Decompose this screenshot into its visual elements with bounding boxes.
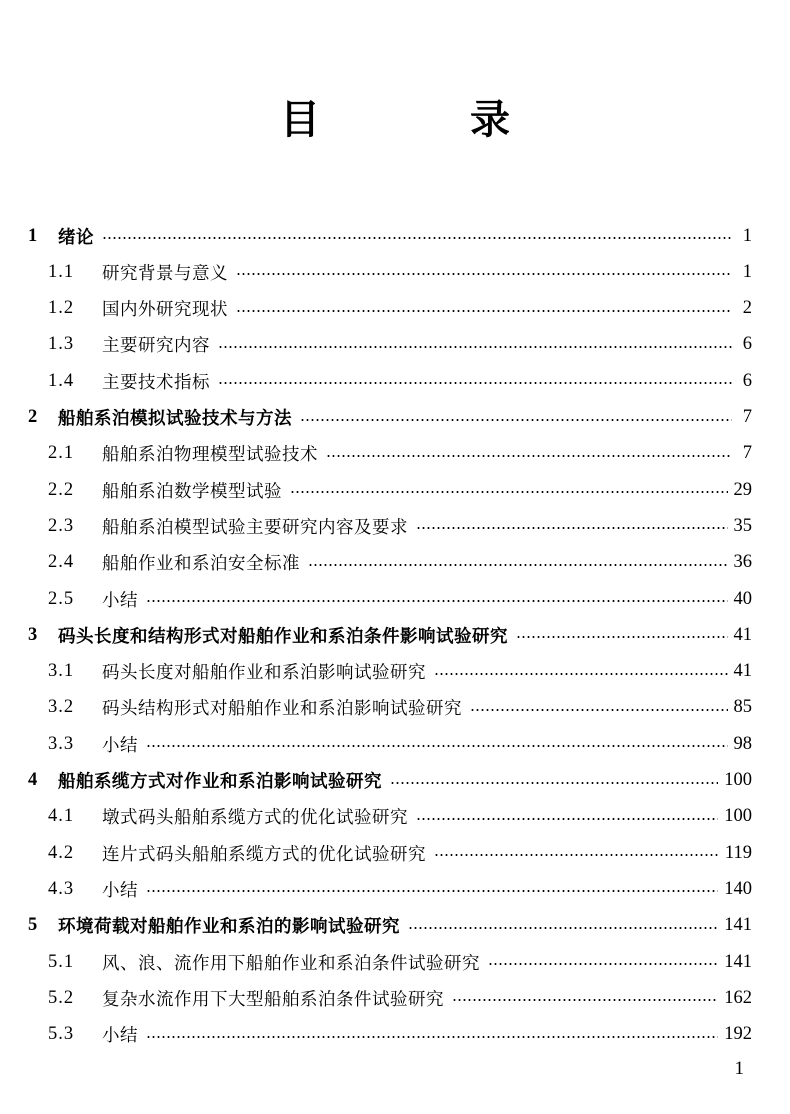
toc-section-entry[interactable] bbox=[48, 363, 752, 399]
entry-title: 小结 bbox=[102, 880, 138, 901]
dot-leader bbox=[488, 963, 718, 965]
dot-leader bbox=[408, 927, 718, 929]
entry-page-number: 6 bbox=[742, 370, 752, 391]
entry-title: 连片式码头船舶系缆方式的优化试验研究 bbox=[102, 844, 426, 865]
entry-number: 4 bbox=[28, 770, 38, 790]
entry-page-number: 41 bbox=[733, 624, 752, 645]
entry-title: 绪论 bbox=[58, 227, 94, 248]
dot-leader bbox=[236, 273, 732, 275]
entry-title: 码头长度对船舶作业和系泊影响试验研究 bbox=[102, 663, 426, 684]
entry-number: 1.4 bbox=[48, 370, 75, 391]
entry-page-number: 162 bbox=[724, 987, 752, 1008]
toc-section-entry[interactable] bbox=[48, 508, 752, 544]
dot-leader bbox=[326, 455, 732, 457]
dot-leader bbox=[434, 673, 728, 675]
entry-number: 3 bbox=[28, 624, 38, 645]
entry-number: 4.2 bbox=[48, 842, 75, 863]
entry-number: 2.5 bbox=[48, 588, 75, 609]
entry-number: 5.3 bbox=[48, 1024, 75, 1045]
toc-section-entry[interactable] bbox=[48, 871, 752, 907]
entry-number: 2.4 bbox=[48, 552, 75, 573]
toc-section-entry[interactable] bbox=[48, 581, 752, 617]
entry-number: 2.3 bbox=[48, 515, 75, 536]
entry-page-number: 100 bbox=[724, 770, 752, 790]
toc-section-entry[interactable] bbox=[48, 690, 752, 726]
entry-page-number: 192 bbox=[724, 1024, 752, 1045]
entry-page-number: 40 bbox=[733, 588, 752, 609]
toc-section-entry[interactable] bbox=[48, 254, 752, 290]
entry-title: 主要研究内容 bbox=[102, 336, 210, 357]
entry-title: 复杂水流作用下大型船舶系泊条件试验研究 bbox=[102, 989, 444, 1010]
entry-title: 主要技术指标 bbox=[102, 372, 210, 393]
entry-title: 小结 bbox=[102, 1026, 138, 1047]
entry-number: 2.1 bbox=[48, 443, 75, 464]
entry-title: 船舶系泊模拟试验技术与方法 bbox=[58, 409, 292, 429]
toc-section-entry[interactable] bbox=[48, 980, 752, 1016]
entry-number: 3.1 bbox=[48, 661, 75, 682]
dot-leader bbox=[416, 527, 728, 529]
dot-leader bbox=[236, 310, 732, 312]
entry-number: 1.3 bbox=[48, 334, 75, 355]
entry-title: 环境荷载对船舶作业和系泊的影响试验研究 bbox=[58, 917, 400, 938]
dot-leader bbox=[102, 237, 732, 239]
page-title: 目 录 bbox=[280, 97, 578, 143]
page-number: 1 bbox=[734, 1058, 744, 1079]
entry-title: 墩式码头船舶系缆方式的优化试验研究 bbox=[102, 808, 408, 829]
dot-leader bbox=[300, 419, 732, 421]
entry-number: 3.3 bbox=[48, 733, 75, 754]
entry-page-number: 41 bbox=[733, 661, 752, 682]
dot-leader bbox=[290, 491, 728, 493]
entry-number: 3.2 bbox=[48, 697, 75, 718]
toc-chapter-entry[interactable] bbox=[28, 218, 752, 254]
entry-title: 船舶系泊数学模型试验 bbox=[102, 481, 282, 502]
entry-number: 2 bbox=[28, 407, 38, 427]
entry-page-number: 141 bbox=[724, 951, 752, 972]
dot-leader bbox=[146, 600, 728, 602]
entry-number: 4.3 bbox=[48, 878, 75, 899]
entry-page-number: 7 bbox=[742, 407, 752, 427]
entry-number: 5.1 bbox=[48, 951, 75, 972]
entry-page-number: 1 bbox=[742, 225, 752, 246]
entry-title: 码头结构形式对船舶作业和系泊影响试验研究 bbox=[102, 699, 462, 720]
toc-section-entry[interactable] bbox=[48, 472, 752, 508]
toc-chapter-entry[interactable] bbox=[28, 617, 752, 653]
dot-leader bbox=[434, 854, 719, 856]
entry-page-number: 36 bbox=[733, 552, 752, 573]
dot-leader bbox=[218, 346, 732, 348]
entry-title: 研究背景与意义 bbox=[102, 263, 228, 284]
entry-page-number: 100 bbox=[724, 806, 752, 827]
dot-leader bbox=[516, 636, 728, 638]
entry-title: 小结 bbox=[102, 590, 138, 611]
toc-section-entry[interactable] bbox=[48, 1017, 752, 1053]
entry-page-number: 7 bbox=[742, 443, 752, 464]
entry-title: 船舶系泊模型试验主要研究内容及要求 bbox=[102, 517, 408, 538]
toc-section-entry[interactable] bbox=[48, 799, 752, 835]
entry-title: 船舶作业和系泊安全标准 bbox=[102, 554, 300, 575]
toc-chapter-entry[interactable] bbox=[28, 763, 752, 799]
entry-page-number: 35 bbox=[733, 515, 752, 536]
entry-title: 国内外研究现状 bbox=[102, 300, 228, 321]
entry-title: 船舶系缆方式对作业和系泊影响试验研究 bbox=[58, 772, 382, 792]
toc-section-entry[interactable] bbox=[48, 726, 752, 762]
entry-page-number: 2 bbox=[742, 298, 752, 319]
dot-leader bbox=[416, 818, 718, 820]
dot-leader bbox=[146, 890, 718, 892]
entry-page-number: 140 bbox=[724, 878, 752, 899]
entry-number: 1.2 bbox=[48, 298, 75, 319]
entry-number: 1.1 bbox=[48, 261, 75, 282]
entry-number: 2.2 bbox=[48, 479, 75, 500]
entry-page-number: 119 bbox=[724, 842, 752, 863]
toc-section-entry[interactable] bbox=[48, 436, 752, 472]
dot-leader bbox=[470, 709, 728, 711]
toc-section-entry[interactable] bbox=[48, 944, 752, 980]
dot-leader bbox=[218, 382, 732, 384]
toc-section-entry[interactable] bbox=[48, 835, 752, 871]
entry-page-number: 141 bbox=[724, 915, 752, 936]
entry-title: 船舶系泊物理模型试验技术 bbox=[102, 445, 318, 466]
entry-title: 风、浪、流作用下船舶作业和系泊条件试验研究 bbox=[102, 953, 480, 974]
dot-leader bbox=[452, 999, 718, 1001]
toc-section-entry[interactable] bbox=[48, 327, 752, 363]
entry-title: 码头长度和结构形式对船舶作业和系泊条件影响试验研究 bbox=[58, 626, 508, 647]
toc-section-entry[interactable] bbox=[48, 545, 752, 581]
toc-chapter-entry[interactable] bbox=[28, 908, 752, 944]
toc-chapter-entry[interactable] bbox=[28, 400, 752, 436]
dot-leader bbox=[390, 782, 718, 784]
dot-leader bbox=[146, 745, 728, 747]
entry-number: 5.2 bbox=[48, 987, 75, 1008]
dot-leader bbox=[308, 564, 728, 566]
dot-leader bbox=[146, 1036, 718, 1038]
toc-section-entry[interactable] bbox=[48, 291, 752, 327]
entry-page-number: 98 bbox=[733, 733, 752, 754]
entry-number: 5 bbox=[28, 915, 38, 936]
toc-section-entry[interactable] bbox=[48, 654, 752, 690]
entry-page-number: 85 bbox=[733, 697, 752, 718]
entry-number: 1 bbox=[28, 225, 38, 246]
entry-number: 4.1 bbox=[48, 806, 75, 827]
entry-page-number: 6 bbox=[742, 334, 752, 355]
entry-title: 小结 bbox=[102, 735, 138, 756]
entry-page-number: 1 bbox=[742, 261, 752, 282]
entry-page-number: 29 bbox=[733, 479, 752, 500]
